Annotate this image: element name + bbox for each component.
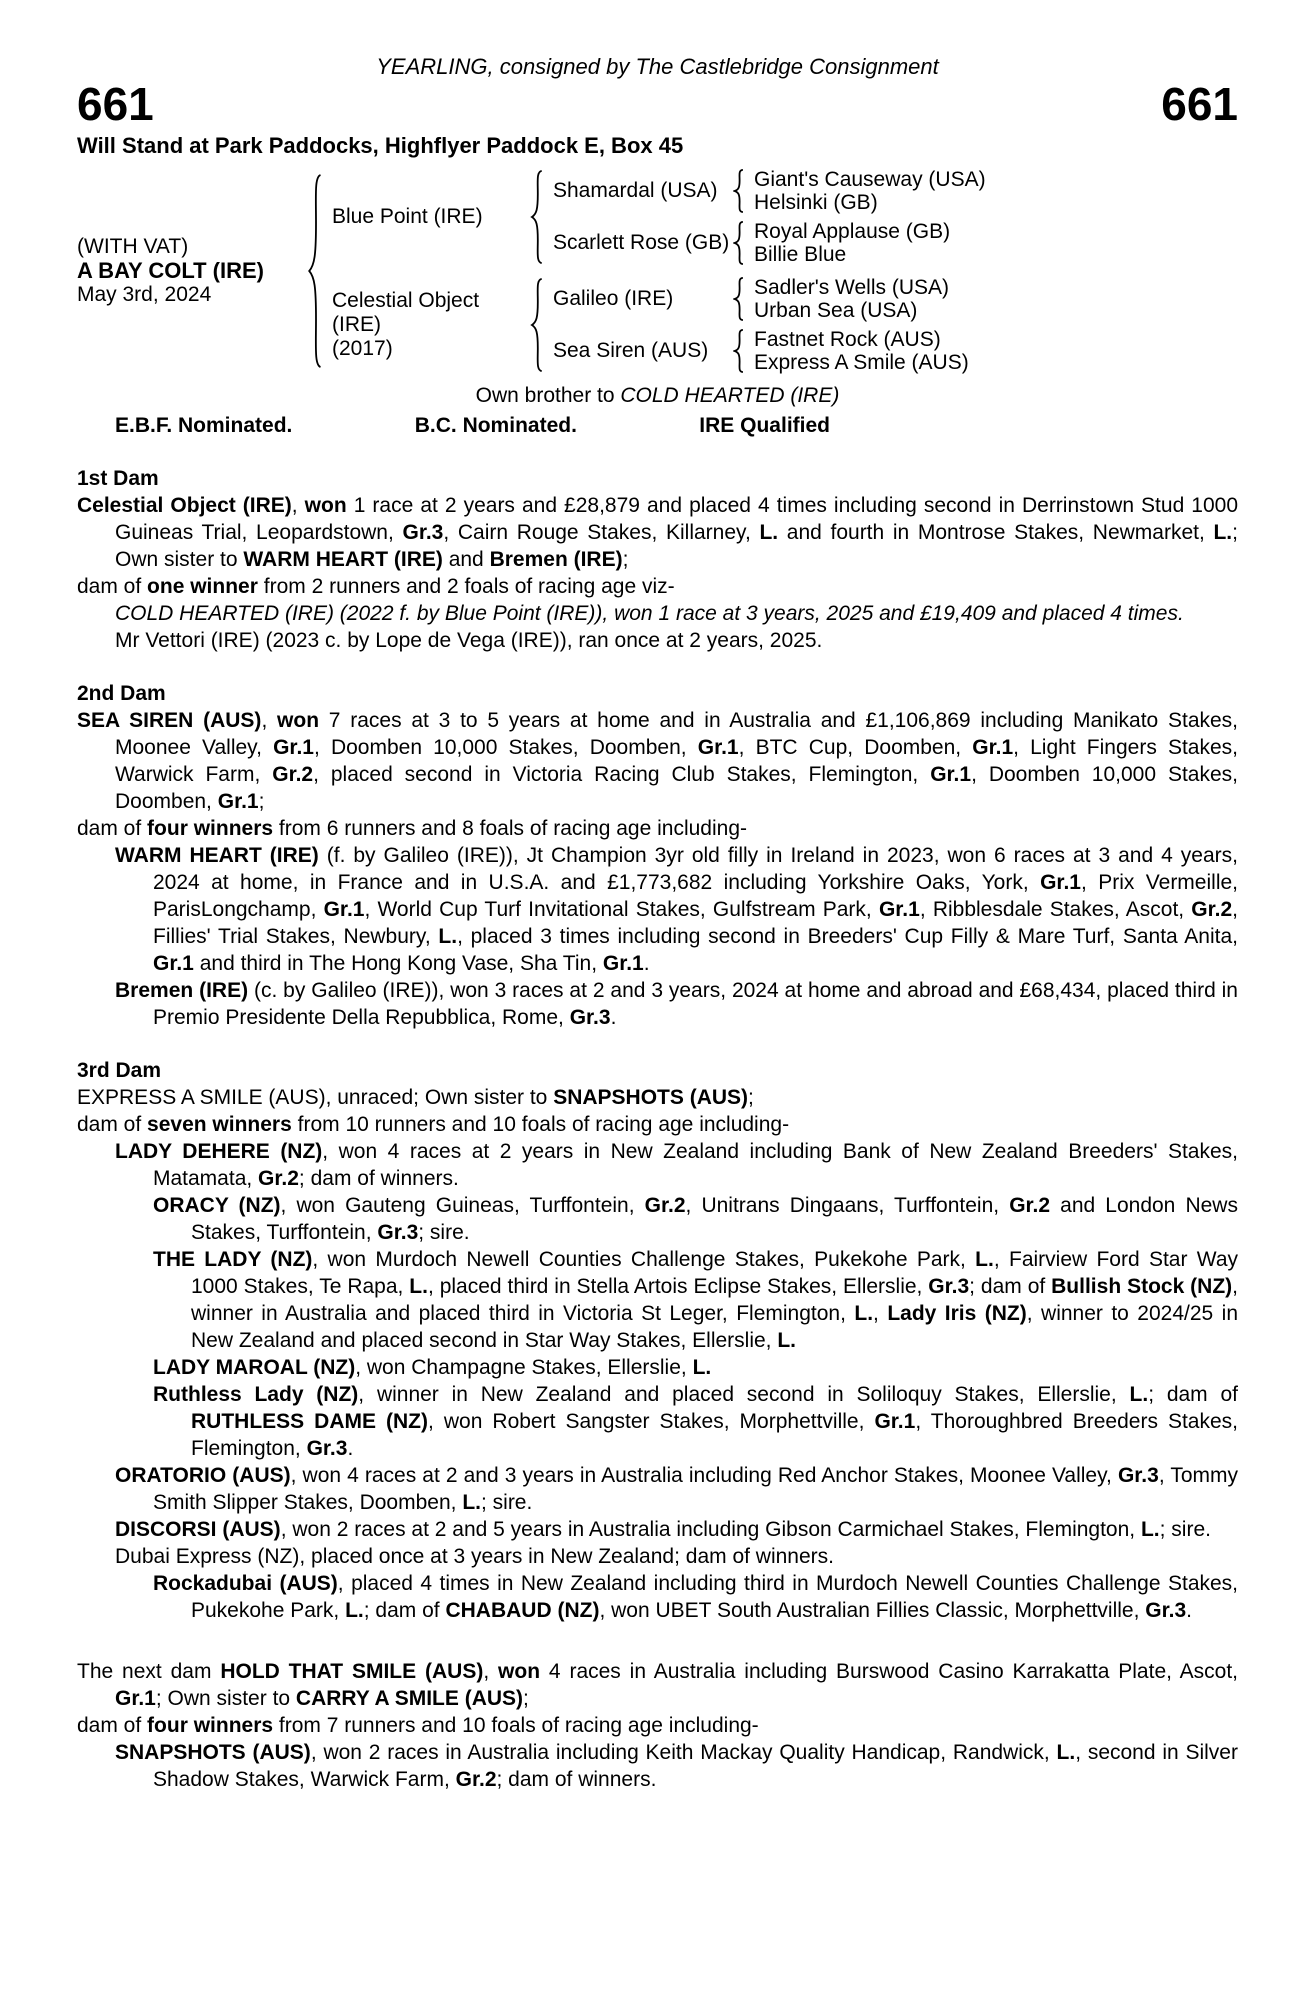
text-run: from 7 runners and 10 foals of racing age including- [273,1714,759,1737]
text-run: , Doomben 10,000 Stakes, Doomben, [313,736,698,759]
brace-icon [733,329,744,373]
text-run: , winner in Australia and placed third in Victoria St Leger, Flemington, [191,1275,1238,1325]
text-run: , won UBET South Australian Fillies Classic, Morphettville, [599,1599,1146,1622]
text-run: , Fairview Ford Star Way 1000 Stakes, Te Rapa, [191,1248,1239,1298]
great-grandparents [754,328,1238,374]
ebf-nominated: E.B.F. Nominated. [115,414,293,437]
text-run: , Ribblesdale Stakes, Ascot, [919,898,1192,921]
pedigree-paragraph [77,815,1238,842]
dam-section [77,1057,1238,1624]
grandparent-name: Sea Siren (AUS) [553,339,709,362]
text-run: COLD HEARTED (IRE) (2022 f. by Blue Point (IRE)), won 1 race at 3 years, 2025 and £19,409 and placed 4 times. [115,602,1184,625]
text-run: Gr.1 [1040,871,1081,894]
text-run: , Tommy Smith Slipper Stakes, Doomben, [153,1464,1238,1514]
text-run: , Doomben 10,000 Stakes, Doomben, [115,763,1238,813]
great-granddam: Urban Sea (USA) [754,299,918,322]
great-granddam: Billie Blue [754,243,847,266]
brace-icon [733,277,744,321]
text-run: , placed 4 times in New Zealand including third in Murdoch Newell Counties Challenge Stakes, Pukekohe Park, [191,1572,1239,1622]
text-run: WARM HEART (IRE) [243,548,443,571]
brace-icon [733,221,744,265]
text-run: L. [462,1491,481,1514]
text-run: . [643,952,650,975]
text-run: , placed third in Stella Artois Eclipse Stakes, Ellerslie, [427,1275,929,1298]
text-run: The next dam [77,1660,221,1683]
text-run: , second in Silver Shadow Stakes, Warwick Farm, [153,1741,1238,1791]
text-run: 7 races at 3 to 5 years at home and in Australia and £1,106,869 including Manikato Stakes, Moonee Valley, [115,709,1239,759]
dam-section [77,1658,1238,1793]
text-run: SNAPSHOTS (AUS) [115,1741,311,1764]
text-run: Gr.2 [1191,898,1233,921]
catalogue-body [77,465,1238,1793]
colt-name: A BAY COLT (IRE) [77,258,265,283]
text-run: L. [345,1599,364,1622]
text-run: ; sire. [418,1221,470,1244]
text-run: , Cairn Rouge Stakes, Killarney, [443,521,760,544]
text-run: Dubai Express (NZ), placed once at 3 years in New Zealand; dam of winners. [115,1545,834,1568]
text-run: from 6 runners and 8 foals of racing age including- [273,817,747,840]
pedigree-paragraph [77,573,1238,600]
great-grandsire: Royal Applause (GB) [754,220,951,243]
text-run: Ruthless Lady (NZ) [153,1383,359,1406]
text-run: , [483,1660,499,1683]
lot-number-row [77,80,1238,128]
text-run: L. [777,1329,797,1352]
brace-icon [530,169,543,265]
ire-qualified: IRE Qualified [699,414,830,437]
grandparent-name: Shamardal (USA) [553,179,718,202]
brace-icon [307,171,322,371]
bc-nominated: B.C. Nominated. [414,414,577,437]
text-run: , won Gauteng Guineas, Turffontein, [280,1194,645,1217]
dam-branch [332,276,1238,374]
text-run: Gr.2 [455,1768,497,1791]
text-run: seven winners [147,1113,292,1136]
text-run: ; [258,790,265,813]
text-run: Gr.2 [272,763,314,786]
great-grandsire: Giant's Causeway (USA) [754,168,986,191]
lot-number-right: 661 [1161,78,1238,130]
great-grandparents [754,220,1238,266]
sire-name: Blue Point (IRE) [332,205,483,228]
pedigree-paragraph [77,1739,1238,1793]
dam-grandparents [553,276,1238,374]
text-run: Gr.1 [930,763,972,786]
text-run: , winner in New Zealand and placed second in Soliloquy Stakes, Ellerslie, [358,1383,1130,1406]
text-run: , placed 3 times including second in Breeders' Cup Filly & Mare Turf, Santa Anita, [457,925,1238,948]
text-run: ORATORIO (AUS) [115,1464,291,1487]
text-run: from 10 runners and 10 foals of racing age including- [291,1113,790,1136]
pedigree-paragraph [77,1381,1238,1462]
consignor-line: YEARLING, consigned by The Castlebridge Consignment [376,54,939,79]
text-run: from 2 runners and 2 foals of racing age viz- [257,575,675,598]
text-run: Gr.1 [972,736,1014,759]
text-run: RUTHLESS DAME (NZ) [191,1410,429,1433]
text-run: Gr.1 [323,898,365,921]
text-run: one winner [147,575,258,598]
brace-icon [530,277,543,373]
grandsire-branch [553,168,1238,214]
text-run: , Fillies' Trial Stakes, Newbury, [153,898,1238,948]
grandsire-branch [553,276,1238,322]
text-run: Gr.3 [928,1275,970,1298]
great-grandparents [754,276,1238,322]
text-run: , [261,709,278,732]
text-run: won [304,494,347,517]
grandparent-name: Scarlett Rose (GB) [553,231,730,254]
text-run: 1 race at 2 years and £28,879 and placed 4 times including second in Derrinstown Stud 1000 Guineas Trial, Leopardstown, [115,494,1238,544]
text-run: Gr.1 [273,736,314,759]
great-granddam: Express A Smile (AUS) [754,351,969,374]
text-run: and [442,548,490,571]
text-run: . [1186,1599,1192,1622]
text-run: , BTC Cup, Doomben, [738,736,973,759]
text-run: and fourth in Montrose Stakes, Newmarket, [778,521,1214,544]
text-run: ; [523,1687,529,1710]
text-run: L. [854,1302,874,1325]
text-run: ; dam of [363,1599,446,1622]
granddam-branch [553,220,1238,266]
great-grandparents [754,168,1238,214]
text-run: , won 2 races in Australia including Keith Mackay Quality Handicap, Randwick, [310,1741,1057,1764]
text-run: , [291,494,305,517]
text-run: Rockadubai (AUS) [153,1572,338,1595]
text-run: , Prix Vermeille, ParisLongchamp, [153,871,1238,921]
dam-section [77,465,1238,654]
text-run: Gr.1 [874,1410,916,1433]
stand-location: Will Stand at Park Paddocks, Highflyer Paddock E, Box 45 [77,133,684,158]
pedigree-paragraph [77,1543,1238,1570]
text-run: L. [1129,1383,1149,1406]
text-run: CARRY A SMILE (AUS) [295,1687,524,1710]
text-run: dam of [77,817,148,840]
text-run: , Thoroughbred Breeders Stakes, Flemington, [191,1410,1238,1460]
great-grandsire: Fastnet Rock (AUS) [754,328,941,351]
text-run: ORACY (NZ) [153,1194,281,1217]
text-run: . [347,1437,354,1460]
text-run: dam of [77,1714,148,1737]
nominations-row [115,412,830,439]
text-run: Gr.2 [258,1167,299,1190]
pedigree-paragraph [77,600,1238,627]
text-run: Gr.1 [602,952,644,975]
text-run: WARM HEART (IRE) [115,844,319,867]
dam-heading: 3rd Dam [77,1059,162,1082]
text-run: ; [622,548,629,571]
text-run: Gr.3 [1145,1599,1187,1622]
text-run: DISCORSI (AUS) [115,1518,281,1541]
lot-number-left: 661 [77,78,154,130]
text-run: , World Cup Turf Invitational Stakes, Gulfstream Park, [364,898,879,921]
granddam-branch [553,328,1238,374]
text-run: Gr.3 [1117,1464,1159,1487]
pedigree-paragraph [77,1516,1238,1543]
pedigree-paragraph [77,842,1238,977]
text-run: , won 2 races at 2 and 5 years in Australia including Gibson Carmichael Stakes, Flemington, [280,1518,1141,1541]
text-run: , won 4 races at 2 and 3 years in Australia including Red Anchor Stakes, Moonee Valley, [290,1464,1118,1487]
text-run: LADY DEHERE (NZ) [115,1140,323,1163]
text-run: L. [1213,521,1233,544]
pedigree-paragraph [77,1084,1238,1111]
text-run: , Light Fingers Stakes, Warwick Farm, [115,736,1238,786]
text-run: SEA SIREN (AUS) [77,709,262,732]
text-run: Gr.2 [1009,1194,1051,1217]
text-run: won [498,1660,541,1683]
text-run: , won Robert Sangster Stakes, Morphettville, [428,1410,875,1433]
pedigree-tree [77,168,1238,374]
text-run: ; dam of winners. [496,1768,657,1791]
text-run: 4 races in Australia including Burswood Casino Karrakatta Plate, Ascot, [540,1660,1239,1683]
text-run: COLD HEARTED (IRE) [620,384,840,407]
text-run: ; dam of [1148,1383,1238,1406]
text-run: , winner to 2024/25 in New Zealand and placed second in Star Way Stakes, Ellerslie, [191,1302,1239,1352]
text-run: L. [692,1356,712,1379]
text-run: , won Champagne Stakes, Ellerslie, [355,1356,693,1379]
text-run: , won 4 races at 2 years in New Zealand including Bank of New Zealand Breeders' Stakes, Matamata, [153,1140,1238,1190]
text-run: Lady Iris (NZ) [887,1302,1027,1325]
text-run: Bremen (IRE) [489,548,623,571]
grandparent-name: Galileo (IRE) [553,287,674,310]
text-run: . [610,1006,617,1029]
with-vat-label: (WITH VAT) [77,235,189,258]
great-grandsire: Sadler's Wells (USA) [754,276,949,299]
text-run: (c. by Galileo (IRE)), won 3 races at 2 and 3 years, 2024 at home and abroad and £68,434, placed third in Premio Presidente Della Repubblica, Rome, [153,979,1238,1029]
text-run: SNAPSHOTS (AUS) [553,1086,749,1109]
text-run: L. [1056,1741,1076,1764]
text-run: Gr.3 [569,1006,611,1029]
text-run: dam of [77,1113,148,1136]
pedigree-paragraph [77,1354,1238,1381]
text-run: L. [975,1248,994,1271]
text-run: L. [438,925,458,948]
text-run: EXPRESS A SMILE (AUS), unraced; Own sister to [77,1086,554,1109]
text-run: Gr.1 [153,952,194,975]
pedigree-paragraph [77,1138,1238,1192]
text-run: Gr.1 [697,736,739,759]
pedigree-paragraph [77,1712,1238,1739]
text-run: Gr.2 [644,1194,686,1217]
text-run: THE LADY (NZ) [153,1248,313,1271]
own-brother-line [77,382,1238,409]
dam-heading: 1st Dam [77,467,159,490]
text-run: LADY MAROAL (NZ) [153,1356,356,1379]
sire-branch [332,168,1238,266]
pedigree-paragraph [77,1462,1238,1516]
text-run: Bullish Stock (NZ) [1051,1275,1233,1298]
text-run: Gr.3 [306,1437,348,1460]
colt-info [77,235,307,307]
text-run: Gr.1 [878,898,920,921]
foal-date: May 3rd, 2024 [77,283,212,306]
text-run: and London News Stakes, Turffontein, [191,1194,1238,1244]
text-run: Bremen (IRE) [115,979,249,1002]
text-run: L. [759,521,779,544]
pedigree-paragraph [77,977,1238,1031]
text-run: four winners [147,1714,274,1737]
pedigree-paragraph [77,1111,1238,1138]
text-run: Own brother to [475,384,621,407]
text-run: Celestial Object (IRE) [77,494,292,517]
text-run: ; Own sister to [155,1687,296,1710]
text-run: ; dam of [969,1275,1052,1298]
text-run: ; Own sister to [115,521,1238,571]
pedigree-paragraph [77,1192,1238,1246]
text-run: and third in The Hong Kong Vase, Sha Tin, [193,952,603,975]
text-run: Mr Vettori (IRE) (2023 c. by Lope de Vega (IRE)), ran once at 2 years, 2025. [115,629,823,652]
text-run: L. [409,1275,428,1298]
text-run: Gr.3 [402,521,444,544]
parents-column [332,168,1238,374]
dam-year: (2017) [332,337,393,360]
text-run: Gr.3 [377,1221,419,1244]
great-granddam: Helsinki (GB) [754,191,878,214]
text-run: ; sire. [480,1491,533,1514]
text-run: , [873,1302,888,1325]
pedigree-paragraph [77,627,1238,654]
pedigree-paragraph [77,1570,1238,1624]
brace-icon [733,169,744,213]
pedigree-paragraph [77,1658,1238,1712]
text-run: L. [1140,1518,1160,1541]
text-run: ; [748,1086,754,1109]
text-run: , Unitrans Dingaans, Turffontein, [685,1194,1010,1217]
text-run: ; sire. [1159,1518,1211,1541]
text-run: ; dam of winners. [298,1167,459,1190]
dam-name-text: Celestial Object (IRE) [332,289,480,336]
dam-name [332,289,530,361]
dam-section [77,680,1238,1031]
dam-heading: 2nd Dam [77,682,166,705]
text-run: HOLD THAT SMILE (AUS) [220,1660,484,1683]
text-run: , won Murdoch Newell Counties Challenge Stakes, Pukekohe Park, [312,1248,976,1271]
pedigree-paragraph [77,1246,1238,1354]
text-run: (f. by Galileo (IRE)), Jt Champion 3yr old filly in Ireland in 2023, won 6 races at 3 and 4 years, 2024 at home, in France and in U.S.A. and £1,773,682 including Yorkshire Oaks, York, [153,844,1238,894]
pedigree-paragraph [77,492,1238,573]
text-run: dam of [77,575,148,598]
text-run: , placed second in Victoria Racing Club Stakes, Flemington, [313,763,931,786]
text-run: CHABAUD (NZ) [445,1599,600,1622]
pedigree-paragraph [77,707,1238,815]
sire-grandparents [553,168,1238,266]
text-run: won [277,709,320,732]
text-run: Gr.1 [217,790,259,813]
text-run: Gr.1 [115,1687,156,1710]
text-run: four winners [147,817,274,840]
